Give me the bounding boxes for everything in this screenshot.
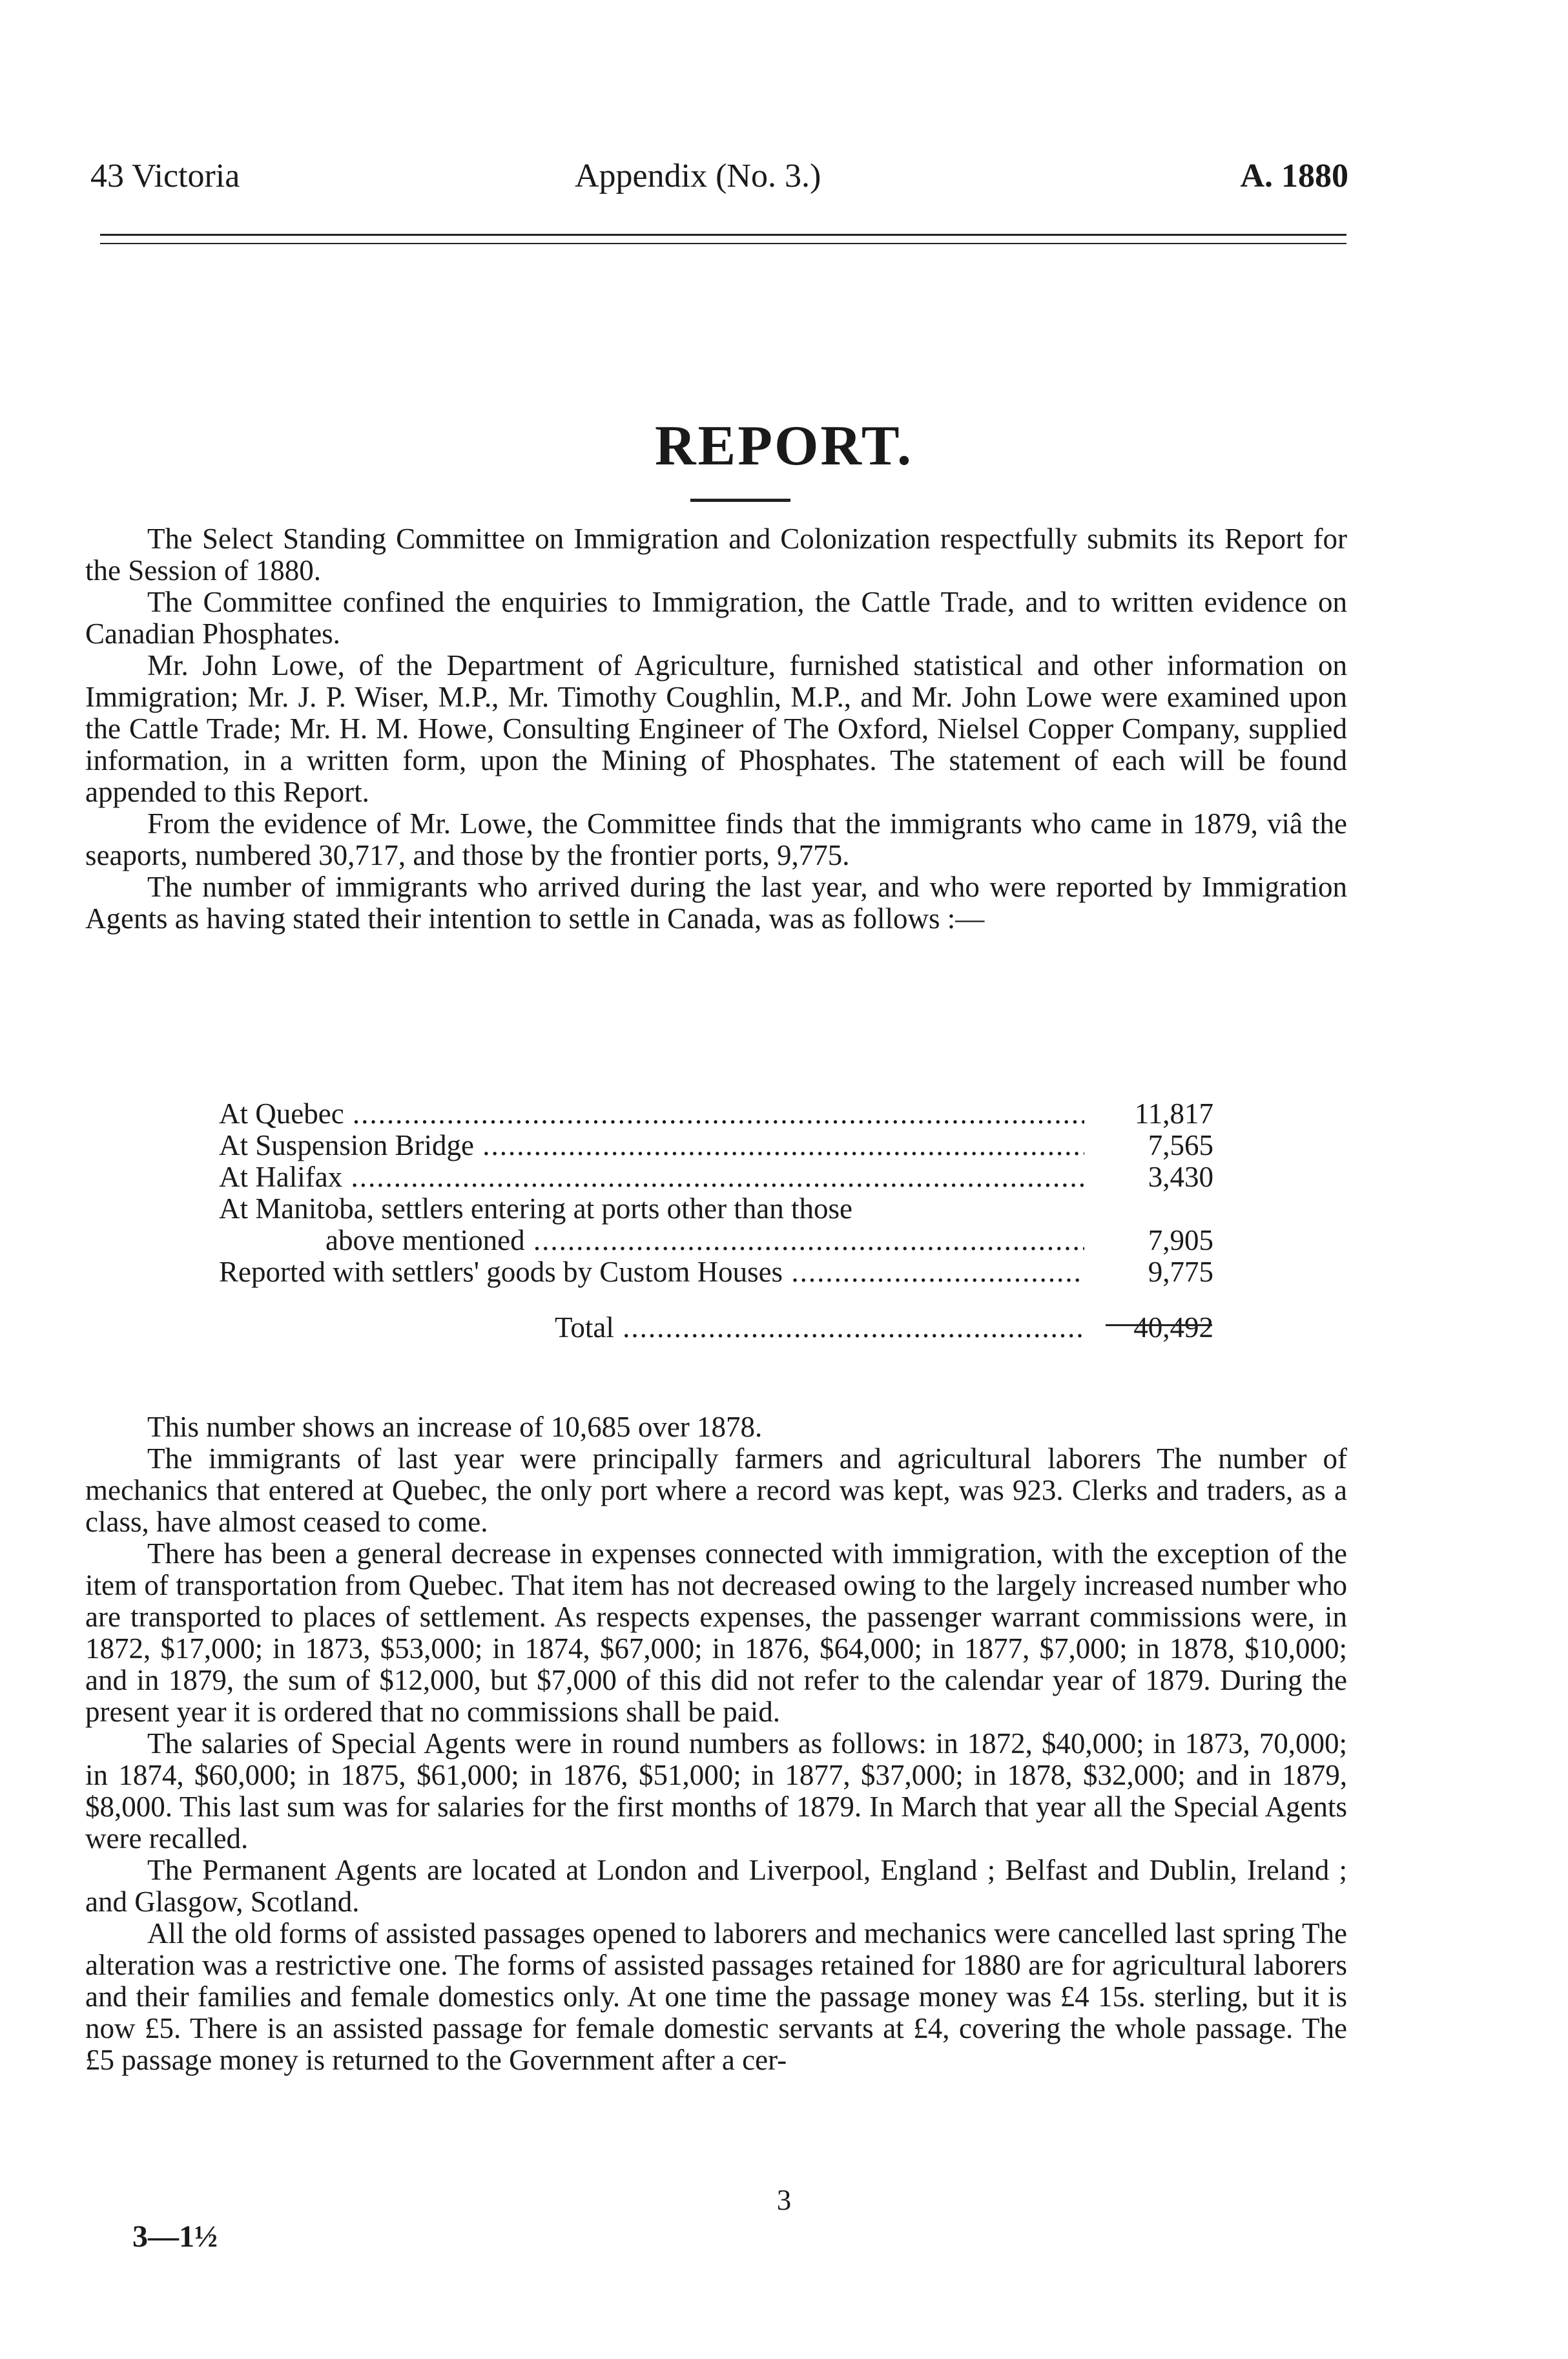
- paragraph: The Permanent Agents are located at London and Liverpool, England ; Belfast and Dublin, Ireland ; and Glasgow, Scotland.: [85, 1854, 1347, 1918]
- page-number: 3: [776, 2184, 792, 2216]
- row-label: At Manitoba, settlers entering at ports other than those: [219, 1193, 853, 1225]
- header-rule-top: [100, 234, 1346, 236]
- paragraph: Mr. John Lowe, of the Department of Agriculture, furnished statistical and other information on Immigration; Mr. J. P. Wiser, M.P., Mr. Timothy Coughlin, M.P., and Mr. John Lowe were examined upon the Cattle Trade; Mr. H. M. Howe, Consulting Engineer of The Oxford, Nielsel Copper Company, supplied information, in a written form, upon the Mining of Phosphates. The statement of each will be found appended to this Report.: [85, 649, 1347, 808]
- paragraph: All the old forms of assisted passages opened to laborers and mechanics were cancelled last spring The alteration was a restrictive one. The forms of assisted passages retained for 1880 are for agricultural laborers and their families and female domestics only. At one time the passage money was £4 15s. sterling, but it is now £5. There is an assisted passage for female domestic servants at £4, covering the whole passage. The £5 passage money is returned to the Government after a cer-: [85, 1917, 1347, 2076]
- header-rule-bottom: [100, 243, 1346, 244]
- row-value: 7,905: [1148, 1224, 1213, 1256]
- paragraph: The number of immigrants who arrived during the last year, and who were reported by Immigration Agents as having stated their intention to settle in Canada, was as follows :—: [85, 871, 1347, 935]
- running-header: [90, 157, 1348, 209]
- closing-section: [85, 1411, 1347, 2076]
- header-appendix: Appendix (No. 3.): [575, 158, 821, 194]
- printer-signature-mark: 3—1½: [132, 2219, 218, 2254]
- row-label: At Quebec .....: [219, 1098, 1084, 1130]
- header-session: 43 Victoria: [90, 158, 240, 194]
- row-value: 7,565: [1148, 1129, 1213, 1161]
- paragraph: The immigrants of last year were principally farmers and agricultural laborers The number of mechanics that entered at Quebec, the only port where a record was kept, was 923. Clerks and traders, as a class, have almost ceased to come.: [85, 1442, 1347, 1538]
- table-row: [219, 1225, 1213, 1256]
- row-value: 3,430: [1148, 1161, 1213, 1193]
- row-label: above mentioned .....: [325, 1225, 1084, 1256]
- row-label: At Suspension Bridge .....: [219, 1130, 1084, 1161]
- page-title: REPORT.: [654, 415, 914, 477]
- total-value: 40,492: [1133, 1311, 1213, 1344]
- row-label: Reported with settlers' goods by Custom Houses .....: [219, 1256, 1084, 1288]
- row-value: 9,775: [1148, 1256, 1213, 1288]
- table-row: [219, 1130, 1213, 1161]
- title-rule: [690, 499, 790, 502]
- paragraph: This number shows an increase of 10,685 over 1878.: [147, 1411, 763, 1443]
- paragraph: The salaries of Special Agents were in round numbers as follows: in 1872, $40,000; in 1873, 70,000; in 1874, $60,000; in 1875, $61,000; in 1876, $51,000; in 1877, $37,000; in 1878, $32,000; and in 1879, $8,000. This last sum was for salaries for the first months of 1879. In March that year all the Special Agents were recalled.: [85, 1727, 1347, 1855]
- table-row: [219, 1098, 1213, 1130]
- settlers-table: [219, 1098, 1213, 1344]
- header-year: A. 1880: [1240, 158, 1348, 194]
- intro-section: [85, 523, 1347, 935]
- paragraph: The Select Standing Committee on Immigration and Colonization respectfully submits its Report for the Session of 1880.: [85, 523, 1347, 587]
- row-value: 11,817: [1134, 1097, 1213, 1130]
- sum-rule: [1106, 1324, 1212, 1326]
- paragraph: From the evidence of Mr. Lowe, the Committee finds that the immigrants who came in 1879, viâ the seaports, numbered 30,717, and those by the frontier ports, 9,775.: [85, 807, 1347, 871]
- table-spacer: [219, 1288, 1213, 1312]
- table-total-row: [219, 1312, 1213, 1344]
- table-row: [219, 1193, 1213, 1225]
- table-row: [219, 1256, 1213, 1288]
- total-label: Total .....: [555, 1312, 1084, 1344]
- table-row: [219, 1161, 1213, 1193]
- paragraph: The Committee confined the enquiries to Immigration, the Cattle Trade, and to written evidence on Canadian Phosphates.: [85, 586, 1347, 650]
- row-label: At Halifax .....: [219, 1161, 1084, 1193]
- paragraph: There has been a general decrease in expenses connected with immigration, with the exception of the item of transportation from Quebec. That item has not decreased owing to the largely increased number who are transported to places of settlement. As respects expenses, the passenger warrant commissions were, in 1872, $17,000; in 1873, $53,000; in 1874, $67,000; in 1876, $64,000; in 1877, $7,000; in 1878, $10,000; and in 1879, the sum of $12,000, but $7,000 of this did not refer to the calendar year of 1879. During the present year it is ordered that no commissions shall be paid.: [85, 1537, 1347, 1728]
